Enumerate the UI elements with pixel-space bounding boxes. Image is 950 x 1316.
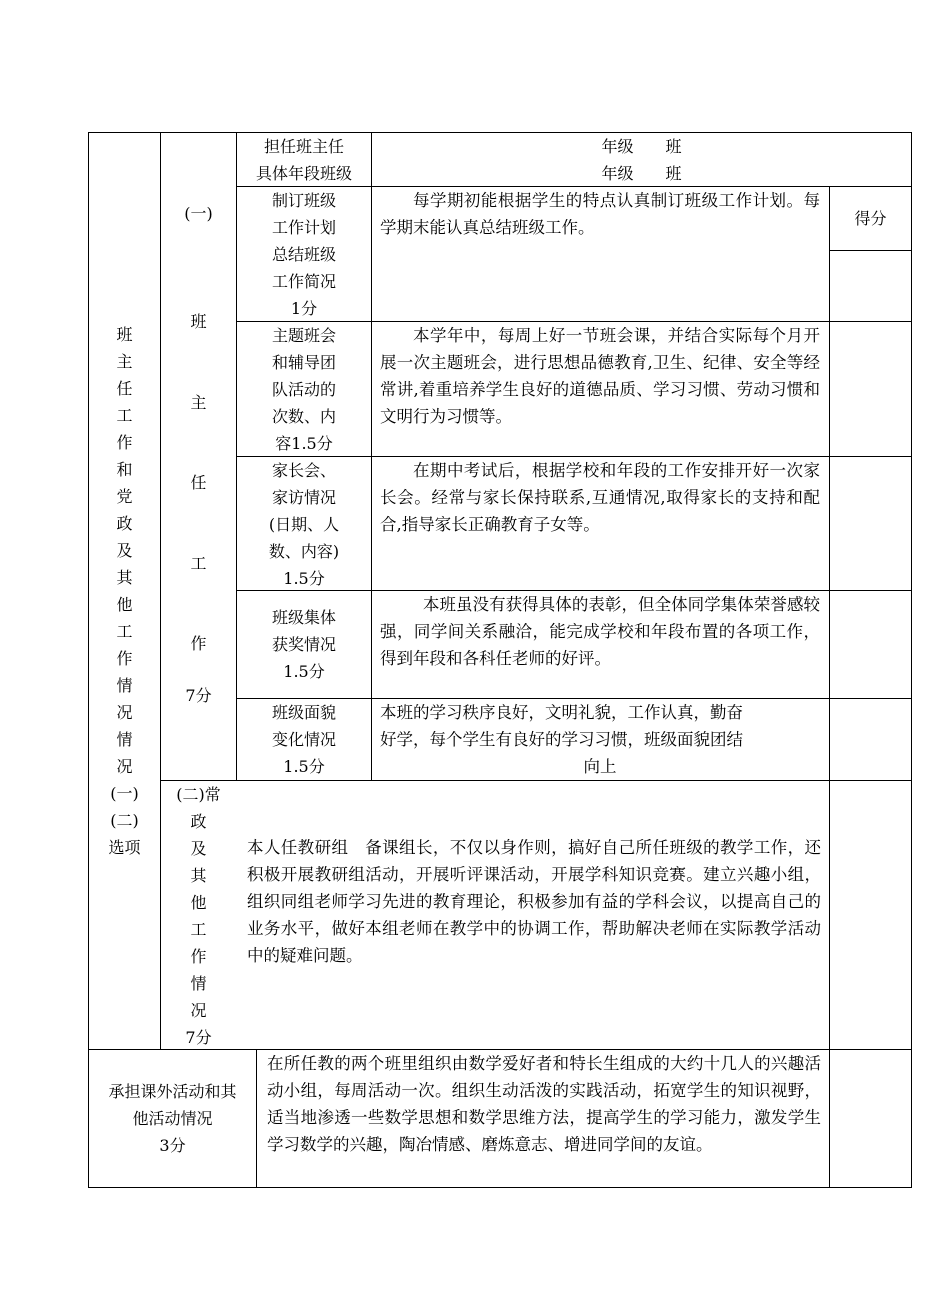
section-label-char: 情 bbox=[116, 676, 133, 695]
item-content-awards bbox=[380, 591, 820, 672]
item-label-line: 班级集体 bbox=[271, 608, 336, 627]
part2-label-line: 况 bbox=[190, 1001, 207, 1020]
part2-label-line: 作 bbox=[190, 947, 207, 966]
section-label-char: 政 bbox=[116, 514, 133, 533]
section-label-char: 情 bbox=[116, 730, 133, 749]
extra-label-line: 3分 bbox=[159, 1136, 186, 1155]
section-label-char: 他 bbox=[116, 595, 133, 614]
item-label-line: 1分 bbox=[290, 299, 318, 318]
item-label-line: (日期、人 bbox=[268, 515, 340, 534]
part1-label-chars bbox=[161, 282, 236, 685]
part1-label-char: 主 bbox=[190, 392, 207, 412]
part2-label-line: 其 bbox=[190, 866, 207, 885]
item-content-line: 本班的学习秩序良好，文明礼貌，工作认真，勤奋 bbox=[380, 703, 743, 722]
extra-label bbox=[89, 1078, 256, 1159]
column-divider bbox=[371, 132, 372, 780]
item-label-line: 1.5分 bbox=[283, 757, 325, 776]
item-label-class-change bbox=[237, 699, 371, 780]
part2-label-line: 情 bbox=[190, 974, 207, 993]
item-label-line: 获奖情况 bbox=[271, 635, 336, 654]
item-label-line: 和辅导团 bbox=[271, 353, 336, 372]
item-content-line: 好学，每个学生有良好的学习习惯，班级面貌团结 bbox=[380, 730, 743, 749]
table-border-right bbox=[911, 132, 912, 1188]
item-content-text: 本班虽没有获得具体的表彰，但全体同学集体荣誉感较强，同学间关系融洽，能完成学校和年段布置的各项工作，得到年段和各科任老师的好评。 bbox=[380, 595, 820, 668]
item-label-plan bbox=[237, 187, 371, 322]
part2-label-line: 7分 bbox=[185, 1028, 212, 1047]
item-label-line: 容1.5分 bbox=[275, 434, 333, 453]
section-label-tail: 选项 bbox=[108, 838, 141, 857]
section-label-vertical bbox=[88, 321, 161, 861]
part2-content-text: 本人任教研组 备课组长，不仅以身作则，搞好自己所任班级的教学工作，还积极开展教研组活动，开展听评课活动，开展学科知识竞赛。建立兴趣小组，组织同组老师学习先进的教育理论，积极参加有益的学科会议，以提高自己的业务水平，做好本组老师在教学中的协调工作，帮助解决老师在实际教学活动中的疑难问题。 bbox=[247, 838, 821, 965]
item-label-line: 变化情况 bbox=[271, 730, 336, 749]
item-label-line: 队活动的 bbox=[271, 380, 336, 399]
section-label-tail: (二) bbox=[110, 811, 139, 830]
grade-label-line: 具体年段班级 bbox=[255, 164, 352, 183]
item-content-parents bbox=[380, 457, 820, 538]
part1-label-char: 任 bbox=[190, 473, 207, 492]
item-content-class-change bbox=[380, 699, 820, 780]
part2-label-line: (二)常 bbox=[176, 785, 221, 804]
score-header-label: 得分 bbox=[854, 209, 887, 228]
section-label-char: 况 bbox=[116, 703, 133, 722]
extra-label-line: 承担课外活动和其 bbox=[108, 1082, 237, 1101]
section-label-tail: (一) bbox=[110, 784, 139, 803]
section-label-char: 班 bbox=[116, 325, 133, 344]
grade-label-line: 担任班主任 bbox=[263, 137, 344, 156]
section-label-char: 任 bbox=[116, 379, 133, 398]
part2-label-line: 及 bbox=[190, 839, 207, 858]
item-content-text: 在期中考试后，根据学校和年段的工作安排开好一次家长会。经常与家长保持联系,互通情况,取得家长的支持和配合,指导家长正确教育子女等。 bbox=[380, 461, 820, 534]
item-label-parents bbox=[237, 457, 371, 592]
item-content-line: 向上 bbox=[583, 757, 617, 776]
item-label-line: 次数、内 bbox=[271, 407, 336, 426]
part1-score bbox=[161, 682, 236, 709]
part2-content bbox=[247, 834, 821, 969]
item-label-awards bbox=[237, 604, 371, 685]
score-header bbox=[830, 205, 911, 232]
section-label-char: 其 bbox=[116, 568, 133, 587]
column-divider bbox=[829, 186, 830, 1188]
section-label-char: 和 bbox=[116, 460, 133, 479]
part2-label-line: 工 bbox=[190, 920, 207, 939]
grade-value: 年级 班 bbox=[601, 137, 682, 156]
section-label-char: 党 bbox=[116, 487, 133, 506]
part2-label-line: 政 bbox=[190, 812, 207, 831]
item-label-line: 家长会、 bbox=[271, 461, 336, 480]
item-label-line: 总结班级 bbox=[271, 245, 336, 264]
item-label-line: 家访情况 bbox=[271, 488, 336, 507]
grade-row-values bbox=[372, 133, 911, 187]
grade-row-label bbox=[237, 133, 371, 187]
item-label-line: 制订班级 bbox=[271, 191, 336, 210]
item-content-class-meeting bbox=[380, 322, 820, 430]
part1-score-value: 7分 bbox=[185, 686, 212, 705]
part1-label-char: 班 bbox=[190, 312, 207, 331]
extra-content bbox=[267, 1050, 821, 1158]
part2-label bbox=[161, 781, 236, 1051]
table-border-bottom bbox=[88, 1187, 911, 1188]
section-label-char: 及 bbox=[116, 541, 133, 560]
item-content-text: 本学年中，每周上好一节班会课，并结合实际每个月开展一次主题班会，进行思想品德教育,卫生、纪律、安全等经常讲,着重培养学生良好的道德品质、学习习惯、劳动习惯和文明行为习惯等。 bbox=[380, 326, 820, 426]
section-label-char: 作 bbox=[116, 433, 133, 452]
section-label-char: 工 bbox=[116, 406, 133, 425]
extra-content-text: 在所任教的两个班里组织由数学爱好者和特长生组成的大约十几人的兴趣活动小组，每周活动一次。组织生动活泼的实践活动，拓宽学生的知识视野，适当地渗透一些数学思想和数学思维方法，提高学生的学习能力，激发学生学习数学的兴趣，陶冶情感、磨炼意志、增进同学间的友谊。 bbox=[267, 1054, 821, 1154]
part1-label bbox=[161, 200, 236, 227]
part1-number: (一) bbox=[184, 204, 213, 223]
row-divider bbox=[829, 250, 911, 251]
part2-label-line: 他 bbox=[190, 893, 207, 912]
section-label-char: 主 bbox=[116, 352, 133, 371]
grade-value: 年级 班 bbox=[601, 164, 682, 183]
item-content-plan bbox=[380, 187, 820, 241]
section-label-char: 况 bbox=[116, 757, 133, 776]
part1-label-char: 工 bbox=[190, 553, 207, 573]
column-divider bbox=[256, 1049, 257, 1188]
row-divider bbox=[160, 780, 911, 781]
item-label-line: 工作简况 bbox=[271, 272, 336, 291]
item-label-line: 1.5分 bbox=[283, 569, 325, 588]
part1-label-char: 作 bbox=[190, 634, 207, 653]
item-label-line: 工作计划 bbox=[271, 218, 336, 237]
item-label-class-meeting bbox=[237, 322, 371, 457]
item-label-line: 数、内容) bbox=[268, 542, 340, 561]
section-label-char: 工 bbox=[116, 622, 133, 641]
extra-label-line: 他活动情况 bbox=[132, 1109, 213, 1128]
item-label-line: 主题班会 bbox=[271, 326, 336, 345]
item-label-line: 班级面貌 bbox=[271, 703, 336, 722]
item-content-text: 每学期初能根据学生的特点认真制订班级工作计划。每学期末能认真总结班级工作。 bbox=[380, 191, 820, 237]
section-label-char: 作 bbox=[116, 649, 133, 668]
item-label-line: 1.5分 bbox=[283, 662, 325, 681]
